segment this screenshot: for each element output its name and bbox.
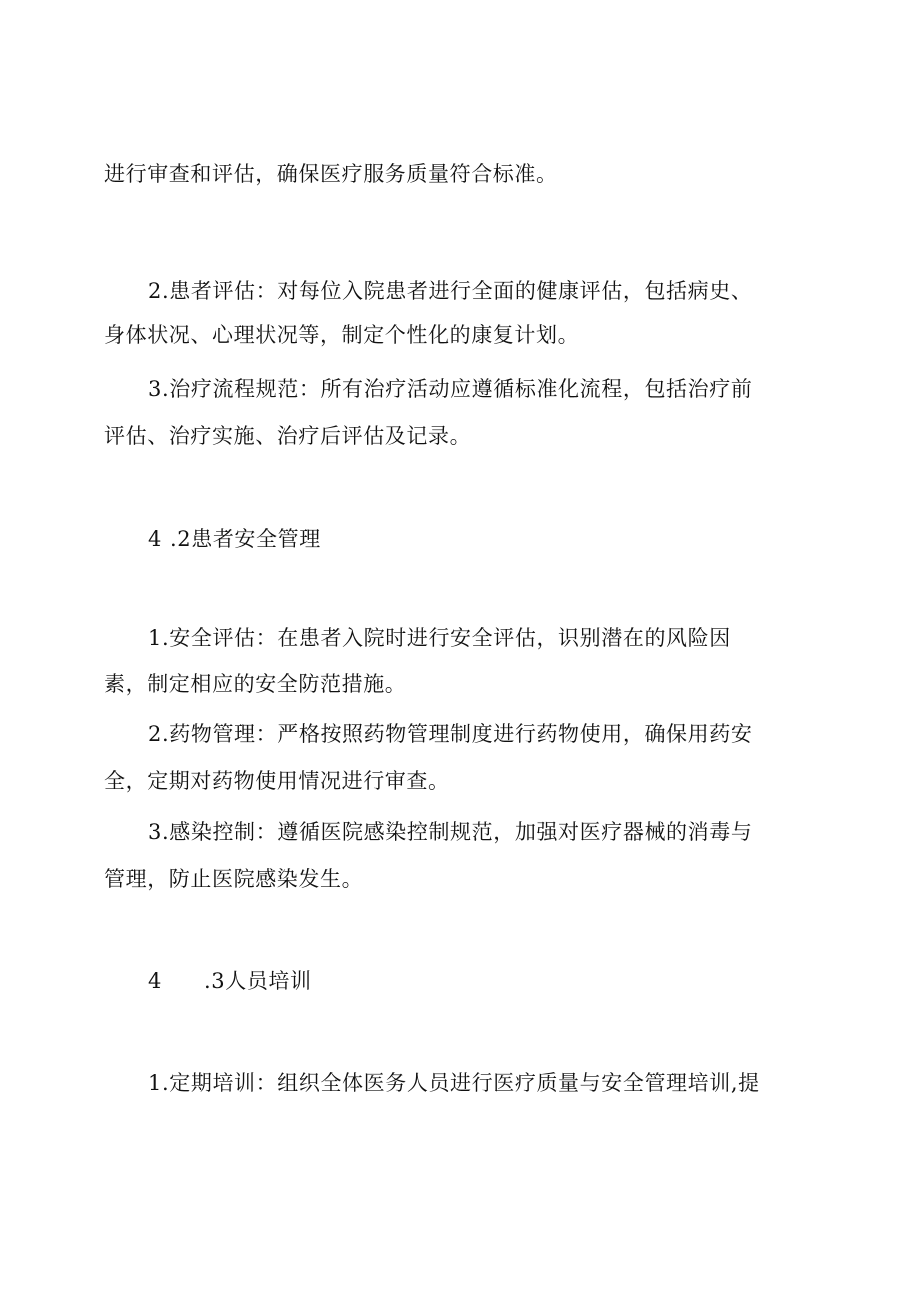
section-number: 4 xyxy=(148,527,162,551)
list-item-medication-management xyxy=(148,721,864,747)
list-item-text: .感染控制：遵循医院感染控制规范，加强对医疗器械的消毒与 xyxy=(161,820,753,844)
list-item-text: .患者评估：对每位入院患者进行全面的健康评估，包括病史、 xyxy=(161,279,753,303)
list-number: 2 xyxy=(148,722,162,746)
list-number: 1 xyxy=(148,1071,162,1095)
list-item-continuation: 全，定期对药物使用情况进行审查。 xyxy=(104,769,450,793)
list-number: 2 xyxy=(148,279,162,303)
list-item-continuation: 管理，防止医院感染发生。 xyxy=(104,867,364,891)
list-item-text: .安全评估：在患者入院时进行安全评估，识别潜在的风险因 xyxy=(161,626,731,650)
section-title: .2患者安全管理 xyxy=(170,527,321,551)
section-title: .3人员培训 xyxy=(204,969,312,993)
list-number: 3 xyxy=(148,377,162,401)
list-number: 1 xyxy=(148,626,162,650)
list-item-continuation: 素，制定相应的安全防范措施。 xyxy=(104,672,407,696)
list-item-regular-training xyxy=(148,1070,864,1096)
section-heading-4-3 xyxy=(148,968,864,994)
list-item-safety-assessment xyxy=(148,625,864,651)
section-heading-4-2 xyxy=(148,526,864,552)
list-item-continuation: 评估、治疗实施、治疗后评估及记录。 xyxy=(104,424,472,448)
list-item-continuation: 身体状况、心理状况等，制定个性化的康复计划。 xyxy=(104,323,580,347)
list-item-text: .定期培训：组织全体医务人员进行医疗质量与安全管理培训,提 xyxy=(161,1071,760,1095)
list-item-patient-assessment xyxy=(148,278,864,304)
intro-continuation: 进行审查和评估，确保医疗服务质量符合标准。 xyxy=(104,162,558,186)
list-item-treatment-process xyxy=(148,376,864,402)
list-item-infection-control xyxy=(148,819,864,845)
list-number: 3 xyxy=(148,820,162,844)
list-item-text: .药物管理：严格按照药物管理制度进行药物使用，确保用药安 xyxy=(161,722,753,746)
list-item-text: .治疗流程规范：所有治疗活动应遵循标准化流程，包括治疗前 xyxy=(161,377,753,401)
section-number: 4 xyxy=(148,969,162,993)
